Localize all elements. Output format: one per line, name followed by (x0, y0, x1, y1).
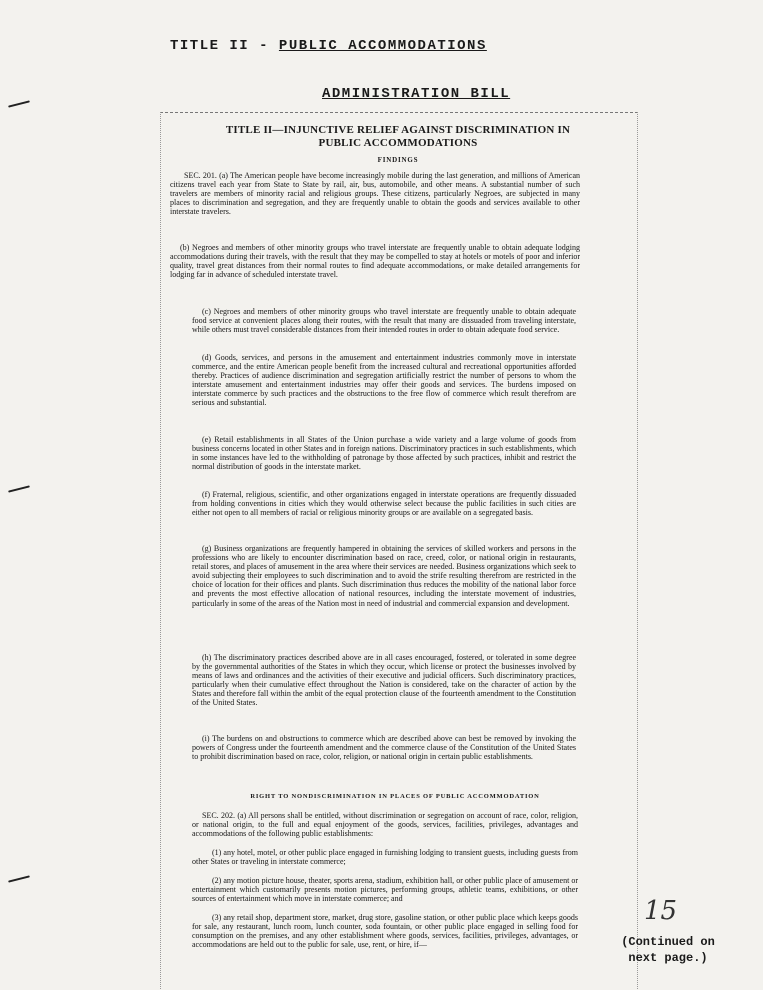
page-header-title: PUBLIC ACCOMMODATIONS (278, 38, 487, 54)
findings-heading: FINDINGS (377, 156, 419, 164)
title-line-2: PUBLIC ACCOMMODATIONS (318, 137, 478, 149)
sec-201-c: (c) Negroes and members of other minority groups who travel interstate are frequently unable to obtain adequate food service at convenient places along their routes, with the result that many are dissuaded from traveling interstate, while others must travel considerable distances from their intended routes in order to obtain adequate food service. (192, 307, 576, 335)
administration-bill-label: ADMINISTRATION BILL (322, 86, 511, 102)
sec-201-g: (g) Business organizations are frequently hampered in obtaining the services of skilled workers and persons in the professions who are likely to encounter discrimination based on race, creed, color, or national origin in restaurants, retail stores, and places of amusement in the area where their services are needed. Business organizations which seek to avoid subjecting their employees to such discrimination and to avoid the strife resulting therefrom are restricted in the choice of location for their offices and plants. Such discrimination thus reduces the mobility of the national labor force and prevents the most effective allocation of national resources, including the interstate movement of industries, particularly in some of the areas of the Nation most in need of industrial and commercial expansion and development. (192, 544, 576, 608)
sec-201-f: (f) Fraternal, religious, scientific, and other organizations engaged in interstate operations are frequently dissuaded from holding conventions in cities which they would otherwise select because the public facilities in such cities are either not open to all members of racial or religious minority groups or are available on a segregated basis. (192, 490, 576, 518)
sec-201-b: (b) Negroes and members of other minority groups who travel interstate are frequently unable to obtain adequate lodging accommodations during their travels, with the result that they may be compelled to stay at hotels or motels of poor and inferior quality, travel great distances from their normal routes to find adequate accommodations, or make detailed arrangements for lodging far in advance of scheduled interstate travel. (170, 243, 580, 280)
sec-201-e: (e) Retail establishments in all States of the Union purchase a wide variety and a large volume of goods from business concerns located in other States and in foreign nations. Discriminatory practices in such establishments, which in some instances have led to the withholding of patronage by those affected by such practices, inhibit and restrict the normal distribution of goods in the interstate market. (192, 435, 576, 472)
continued-note (593, 934, 743, 966)
sec-201-i: (i) The burdens on and obstructions to commerce which are described above can best be removed by invoking the powers of Congress under the fourteenth amendment and the commerce clause of the Constitution of the United States to prohibit discrimination based on race, color, religion, or national origin in certain public establishments. (192, 734, 576, 762)
page-header (170, 38, 487, 54)
sec-202-a-2: (2) any motion picture house, theater, sports arena, stadium, exhibition hall, or other public place of amusement or entertainment which customarily presents motion pictures, performing groups, athletic teams, exhibitions, or other sources of entertainment which move in interstate commerce; and (192, 876, 578, 904)
right-to-nondiscrimination-heading: RIGHT TO NONDISCRIMINATION IN PLACES OF PUBLIC ACCOMMODATION (250, 793, 540, 800)
margin-hole-mark-bottom (8, 875, 30, 882)
sec-202-a-3: (3) any retail shop, department store, market, drug store, gasoline station, or other public place which keeps goods for sale, any restaurant, lunch room, lunch counter, soda fountain, or other public place engaged in selling food for consumption on the premises, and any other establishment where goods, services, facilities, privileges, advantages, or accommodations are held out to the public for sale, use, rent, or hire, if— (192, 913, 578, 950)
margin-hole-mark-top (8, 100, 30, 107)
handwritten-page-number: 15 (644, 896, 678, 926)
continued-note-line-2: next page.) (628, 951, 708, 965)
sec-201-d: (d) Goods, services, and persons in the amusement and entertainment industries commonly move in interstate commerce, and the entire American people benefit from the increased cultural and recreational opportunities afforded thereby. Practices of audience discrimination and segregation artificially restrict the number of persons to whom the interstate amusement and entertainment industries may offer their goods and services. The burdens imposed on interstate commerce by such practices and the obstructions to the free flow of commerce which result therefrom are serious and substantial. (192, 353, 576, 408)
title-block (168, 124, 628, 150)
margin-hole-mark-middle (8, 485, 30, 492)
sec-202-a-1: (1) any hotel, motel, or other public place engaged in furnishing lodging to transient guests, including guests from other States or traveling in interstate commerce; (192, 848, 578, 867)
title-line-1: TITLE II—INJUNCTIVE RELIEF AGAINST DISCRIMINATION IN (225, 124, 571, 136)
continued-note-line-1: (Continued on (621, 935, 715, 949)
sec-201-h: (h) The discriminatory practices described above are in all cases encouraged, fostered, or tolerated in some degree by the governmental authorities of the States in which they occur, which license or protect the businesses involved by means of laws and ordinances and the activities of their executive and judicial officers. Such discriminatory practices, particularly when their cumulative effect throughout the Nation is considered, take on the character of action by the States and therefore fall within the ambit of the equal protection clause of the fourteenth amendment to the Constitution of the United States. (192, 653, 576, 708)
sec-201-a: SEC. 201. (a) The American people have become increasingly mobile during the last generation, and millions of American citizens travel each year from State to State by rail, air, bus, automobile, and other means. A substantial number of such travelers are members of minority racial and religious groups. These citizens, particularly Negroes, are subjected in many places to discrimination and segregation, and they are frequently unable to obtain the goods and services available to other interstate travelers. (170, 171, 580, 217)
sec-202-a: SEC. 202. (a) All persons shall be entitled, without discrimination or segregation on account of race, color, religion, or national origin, to the full and equal enjoyment of the goods, services, facilities, privileges, advantages and accommodations of the following public establishments: (192, 811, 578, 839)
page-header-prefix: TITLE II - (170, 38, 279, 54)
